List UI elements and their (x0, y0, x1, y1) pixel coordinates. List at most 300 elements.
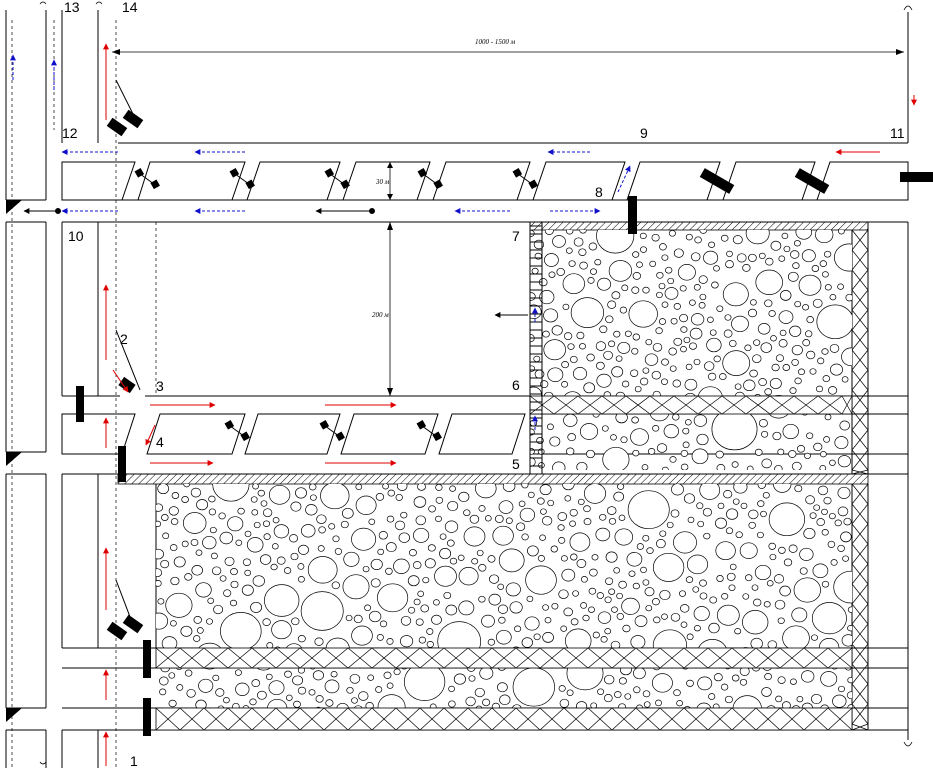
rock-fragment (700, 580, 707, 586)
rock-fragment (545, 617, 551, 623)
rock-fragment (822, 349, 828, 355)
rock-fragment (803, 305, 809, 311)
rock-fragment (817, 519, 825, 526)
rock-fragment (783, 424, 799, 438)
rock-fragment (269, 681, 284, 695)
rock-fragment (645, 588, 654, 596)
rock-fragment (308, 557, 337, 584)
rock-fragment (640, 233, 646, 239)
rock-fragment (790, 326, 801, 337)
rock-fragment (716, 451, 724, 458)
rock-fragment (830, 344, 839, 352)
rock-fragment (778, 677, 785, 684)
rock-fragment (704, 533, 710, 539)
rock-fragment (573, 591, 579, 597)
rock-fragment (277, 557, 285, 564)
rock-fragment (714, 266, 720, 272)
rock-fragment (228, 517, 243, 531)
rock-fragment (712, 282, 719, 288)
rock-fragment (619, 515, 625, 521)
lower-goaf (118, 468, 868, 730)
rock-fragment (295, 488, 306, 498)
rock-fragment (223, 697, 229, 703)
rock-fragment (394, 559, 410, 574)
rock-fragment (692, 449, 708, 464)
rock-fragment (721, 235, 728, 241)
rock-fragment (579, 249, 586, 256)
rock-fragment (780, 330, 786, 336)
rock-fragment (597, 593, 604, 599)
rock-fragment (648, 448, 655, 454)
rock-fragment (824, 497, 831, 504)
label-11: 11 (890, 125, 905, 141)
rock-fragment (606, 316, 614, 323)
rock-fragment (775, 600, 785, 609)
rock-fragment (689, 343, 696, 350)
rock-fragment (418, 591, 424, 597)
rock-fragment (264, 534, 270, 540)
rock-fragment (843, 556, 849, 562)
rock-fragment (386, 543, 396, 552)
rock-fragment (566, 248, 572, 254)
rock-fragment (609, 518, 616, 524)
rock-fragment (847, 692, 855, 699)
rock-fragment (733, 236, 742, 244)
rock-fragment (376, 493, 384, 500)
rock-fragment (637, 544, 643, 550)
rock-fragment (298, 576, 304, 582)
rock-fragment (418, 483, 426, 490)
rock-fragment (416, 619, 423, 626)
rock-fragment (263, 521, 269, 527)
rock-fragment (577, 559, 586, 567)
rock-fragment (654, 617, 661, 623)
rock-fragment (499, 501, 513, 514)
rock-fragment (618, 342, 630, 353)
rock-fragment (771, 336, 777, 342)
rock-fragment (245, 570, 251, 576)
rock-fragment (528, 449, 534, 455)
rock-fragment (159, 677, 168, 685)
rock-fragment (726, 261, 734, 268)
rock-fragment (778, 449, 784, 455)
rock-fragment (459, 492, 469, 502)
rock-fragment (659, 319, 665, 325)
rock-fragment (694, 415, 707, 427)
rock-fragment (605, 628, 611, 634)
rock-fragment (421, 605, 429, 612)
rock-fragment (274, 525, 289, 538)
rock-fragment (231, 581, 238, 588)
rock-fragment (565, 496, 571, 502)
rock-fragment (513, 668, 555, 706)
rock-fragment (801, 671, 814, 683)
rock-fragment (841, 532, 852, 542)
rock-fragment (301, 525, 315, 538)
rock-fragment (634, 687, 641, 693)
rock-fragment (563, 304, 569, 310)
rock-fragment (687, 680, 694, 686)
rock-fragment (595, 259, 601, 265)
rock-fragment (588, 277, 594, 283)
rock-fragment (776, 355, 783, 362)
rock-fragment (753, 599, 761, 606)
rock-fragment (750, 370, 758, 377)
rock-fragment (529, 366, 535, 372)
rock-fragment (745, 575, 752, 581)
rock-fragment (807, 351, 815, 359)
rock-fragment (820, 261, 827, 267)
rock-fragment (559, 537, 565, 543)
rock-fragment (543, 605, 549, 611)
rock-fragment (816, 386, 822, 392)
rock-fragment (597, 374, 611, 387)
rock-fragment (757, 532, 763, 538)
rock-fragment (294, 701, 301, 707)
rock-fragment (632, 287, 639, 294)
rock-fragment (789, 545, 797, 553)
rock-fragment (525, 617, 539, 630)
rock-fragment (380, 621, 387, 627)
rock-fragment (526, 305, 541, 319)
rock-fragment (673, 380, 681, 387)
rock-fragment (182, 496, 189, 502)
rock-fragment (485, 516, 491, 522)
rock-fragment (593, 632, 599, 638)
rock-fragment (723, 283, 748, 306)
rock-fragment (698, 677, 712, 690)
rock-fragment (612, 607, 618, 613)
rock-fragment (571, 619, 578, 625)
rock-fragment (806, 496, 815, 504)
rock-fragment (183, 513, 206, 534)
rock-fragment (377, 584, 407, 612)
rock-fragment (499, 549, 524, 572)
rock-fragment (774, 575, 783, 584)
rock-fragment (822, 529, 828, 535)
rock-fragment (671, 510, 679, 517)
rock-fragment (213, 468, 249, 502)
rock-fragment (332, 582, 340, 589)
rock-fragment (210, 527, 216, 533)
rock-fragment (359, 692, 369, 701)
rock-fragment (342, 508, 353, 518)
label-9: 9 (640, 125, 648, 141)
rock-fragment (709, 242, 715, 248)
rock-fragment (631, 636, 645, 649)
rock-fragment (647, 548, 654, 554)
rock-fragment (653, 425, 659, 431)
rock-fragment (838, 507, 848, 516)
rock-fragment (449, 701, 456, 707)
rock-fragment (678, 264, 695, 280)
rock-fragment (335, 548, 342, 554)
rock-fragment (822, 272, 828, 278)
rock-fragment (185, 574, 192, 581)
rock-fragment (779, 311, 793, 324)
rock-fragment (301, 592, 343, 631)
rock-fragment (660, 531, 666, 537)
rock-fragment (755, 565, 771, 579)
rock-fragment (333, 536, 339, 542)
rock-fragment (740, 543, 757, 559)
rock-fragment (614, 331, 620, 337)
rock-fragment (723, 351, 750, 376)
rock-fragment (632, 348, 638, 354)
rock-fragment (231, 568, 238, 574)
rock-fragment (577, 462, 587, 472)
rock-fragment (428, 545, 435, 552)
rock-fragment (285, 671, 292, 677)
rock-fragment (758, 501, 765, 507)
label-13: 13 (64, 0, 80, 15)
rock-fragment (166, 593, 192, 617)
rock-fragment (535, 370, 544, 378)
rock-fragment (538, 555, 544, 561)
rock-fragment (238, 508, 245, 514)
rock-fragment (601, 636, 607, 642)
rock-fragment (683, 442, 689, 448)
rock-fragment (365, 605, 371, 611)
rock-fragment (448, 501, 458, 510)
rock-fragment (436, 484, 443, 490)
rock-fragment (804, 528, 815, 538)
rock-fragment (617, 593, 623, 599)
rock-fragment (733, 499, 739, 505)
rock-fragment (646, 605, 652, 611)
rock-fragment (440, 534, 446, 540)
rock-fragment (643, 368, 649, 374)
rock-fragment (655, 700, 661, 706)
rock-fragment (822, 581, 829, 587)
rock-fragment (224, 590, 231, 597)
rock-fragment (681, 327, 687, 333)
rock-fragment (793, 263, 800, 269)
rock-fragment (171, 577, 179, 585)
rock-fragment (290, 535, 298, 543)
rock-fragment (635, 386, 641, 392)
rock-fragment (695, 237, 702, 243)
rock-fragment (570, 509, 577, 516)
rock-fragment (577, 332, 584, 339)
rock-fragment (709, 623, 720, 633)
rock-fragment (650, 261, 656, 267)
rock-fragment (598, 612, 611, 624)
rock-fragment (732, 316, 749, 332)
rock-fragment (835, 437, 848, 449)
rock-fragment (813, 564, 828, 578)
rock-fragment (751, 638, 763, 649)
rock-fragment (261, 501, 267, 507)
rock-fragment (689, 300, 695, 306)
rock-fragment (662, 359, 669, 365)
rock-fragment (251, 497, 257, 503)
rock-fragment (267, 643, 273, 649)
rock-fragment (814, 443, 822, 451)
rock-fragment (761, 431, 767, 437)
rock-fragment (792, 608, 807, 622)
rock-fragment (499, 617, 506, 623)
rock-fragment (749, 522, 756, 528)
rock-fragment (203, 536, 217, 549)
rock-fragment (209, 509, 216, 515)
rock-fragment (700, 593, 707, 599)
rock-fragment (674, 338, 682, 345)
rock-fragment (379, 531, 387, 539)
rock-fragment (459, 601, 474, 615)
rock-fragment (710, 597, 717, 603)
rock-fragment (169, 673, 175, 679)
rock-fragment (620, 307, 627, 313)
rock-fragment (640, 247, 646, 253)
rock-fragment (659, 244, 666, 251)
rock-fragment (747, 466, 753, 472)
rock-fragment (615, 529, 633, 545)
rock-fragment (803, 339, 810, 346)
rock-fragment (472, 559, 478, 565)
rock-fragment (480, 667, 493, 679)
rock-fragment (714, 674, 722, 681)
rock-fragment (488, 639, 495, 645)
rock-fragment (614, 568, 620, 574)
rock-fragment (369, 611, 381, 622)
rock-fragment (479, 506, 485, 512)
rock-fragment (553, 236, 566, 248)
rock-fragment (569, 261, 575, 267)
rock-fragment (807, 433, 813, 439)
rock-fragment (527, 546, 538, 556)
rock-fragment (459, 567, 478, 585)
rock-fragment (292, 618, 300, 625)
rock-fragment (622, 285, 628, 291)
rock-fragment (798, 369, 804, 375)
rock-fragment (425, 559, 435, 568)
rock-fragment (609, 589, 615, 595)
rock-fragment (293, 676, 303, 685)
rock-fragment (817, 305, 854, 339)
rock-fragment (253, 484, 259, 490)
rock-fragment (848, 607, 854, 613)
rock-fragment (603, 447, 629, 471)
rock-fragment (169, 507, 178, 516)
rock-fragment (325, 680, 339, 693)
rock-fragment (309, 690, 315, 696)
rock-fragment (612, 292, 620, 299)
rock-fragment (220, 576, 226, 582)
rock-fragment (838, 686, 844, 692)
rock-fragment (614, 692, 621, 698)
rock-fragment (562, 381, 568, 387)
rock-fragment (608, 301, 616, 309)
rock-fragment (444, 592, 451, 598)
rock-fragment (319, 527, 326, 533)
rock-fragment (500, 695, 511, 705)
rock-fragment (810, 369, 816, 375)
rock-fragment (488, 556, 495, 563)
rock-fragment (571, 298, 604, 328)
rock-fragment (384, 672, 391, 679)
rock-fragment (780, 586, 791, 596)
rock-fragment (627, 552, 642, 566)
rock-fragment (790, 388, 796, 394)
rock-fragment (756, 270, 783, 295)
rock-fragment (543, 331, 550, 337)
upper-goaf (526, 219, 869, 474)
rock-fragment (761, 511, 767, 517)
panel-width-label: 200 м (372, 311, 389, 319)
rock-fragment (783, 626, 810, 651)
rock-fragment (828, 541, 835, 547)
rock-fragment (584, 506, 591, 512)
rock-fragment (196, 550, 202, 556)
rock-fragment (646, 339, 652, 345)
rock-fragment (725, 315, 731, 321)
rock-fragment (716, 542, 736, 560)
rock-fragment (617, 613, 624, 619)
rock-fragment (759, 253, 765, 259)
rock-fragment (736, 532, 743, 538)
rock-fragment (691, 253, 700, 261)
rock-fragment (834, 244, 864, 271)
rock-fragment (571, 554, 578, 560)
rock-fragment (193, 636, 200, 642)
rock-fragment (548, 368, 563, 382)
rock-fragment (153, 569, 162, 577)
rock-fragment (570, 533, 590, 551)
rock-fragment (266, 674, 272, 680)
rock-fragment (583, 615, 589, 621)
rock-fragment (813, 299, 822, 307)
rock-fragment (668, 278, 674, 284)
rock-fragment (805, 453, 811, 459)
rock-fragment (263, 619, 271, 626)
rock-fragment (622, 598, 640, 614)
rock-fragment (432, 615, 442, 624)
rock-fragment (414, 599, 420, 605)
rock-fragment (727, 251, 733, 257)
rock-fragment (506, 518, 512, 524)
rock-fragment (400, 636, 412, 647)
rock-fragment (387, 516, 394, 522)
rock-fragment (835, 520, 842, 526)
rock-fragment (331, 671, 337, 677)
rock-fragment (688, 517, 694, 523)
rock-fragment (498, 584, 504, 590)
rock-fragment (408, 576, 419, 586)
rock-fragment (479, 564, 486, 571)
rock-fragment (768, 641, 777, 649)
rock-fragment (670, 457, 676, 463)
rock-fragment (528, 492, 534, 498)
rock-fragment (674, 690, 681, 696)
face-support-ladder (530, 222, 542, 474)
rock-fragment (679, 591, 685, 597)
rock-fragment (794, 578, 821, 602)
rock-fragment (211, 553, 217, 559)
rock-fragment (584, 484, 605, 504)
rock-fragment (769, 543, 776, 549)
rock-fragment (191, 539, 198, 545)
rock-fragment (272, 621, 292, 639)
rock-fragment (758, 323, 770, 334)
rock-fragment (797, 696, 803, 702)
rock-fragment (209, 496, 216, 502)
rock-fragment (750, 300, 756, 306)
rock-fragment (633, 252, 639, 258)
rock-fragment (735, 628, 741, 634)
rock-fragment (725, 696, 732, 703)
rock-fragment (150, 613, 168, 629)
